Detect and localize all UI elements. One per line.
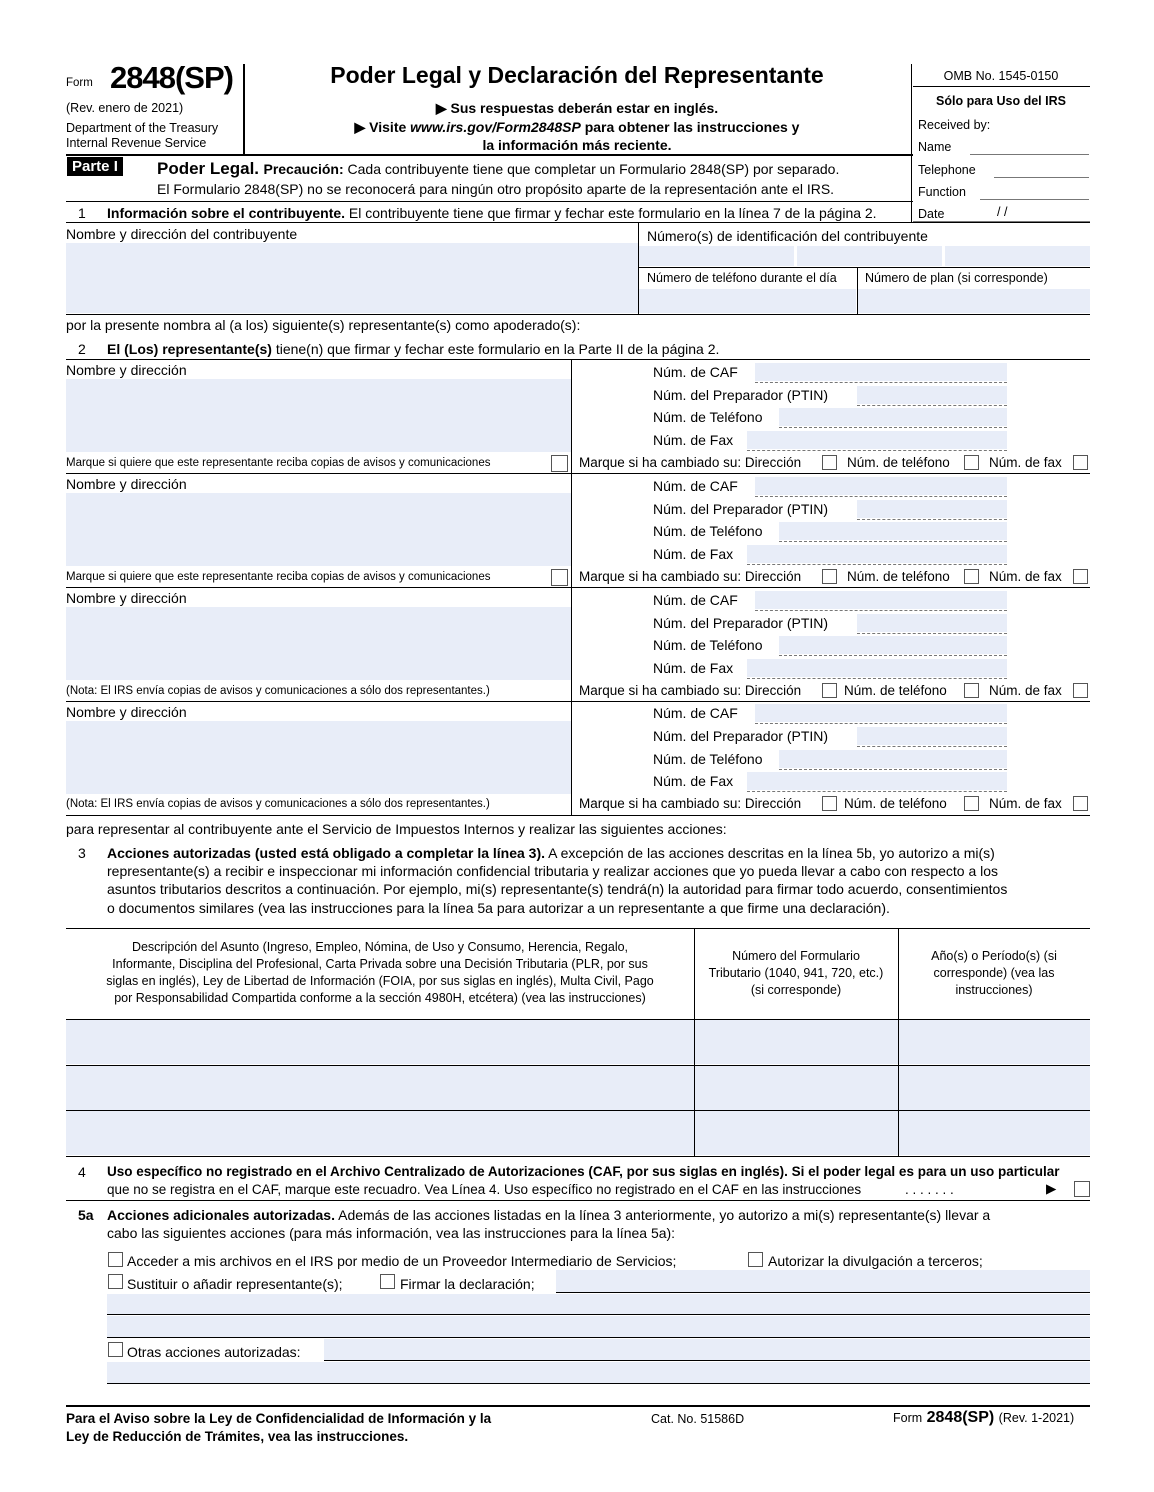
rep-name-address-label: Nombre y dirección <box>66 590 187 606</box>
line4-text-1: Uso específico no registrado en el Archivo Centralizado de Autorizaciones (CAF, por sus siglas en inglés). Si el poder legal es para un uso particular <box>107 1164 1060 1179</box>
caf-field[interactable] <box>755 477 1007 495</box>
ptin-field[interactable] <box>857 386 1007 404</box>
fax-label: Núm. de Fax <box>653 432 734 448</box>
table-row-1-form[interactable] <box>695 1020 898 1064</box>
line4-checkbox[interactable] <box>1074 1181 1090 1197</box>
telephone-label: Telephone <box>918 163 976 177</box>
table-row-3-years[interactable] <box>899 1111 1090 1155</box>
copies-note: (Nota: El IRS envía copias de avisos y comunicaciones a sólo dos representantes.) <box>66 685 490 697</box>
changed-telephone-label: Núm. de teléfono <box>844 796 947 811</box>
changed-telephone-checkbox[interactable] <box>964 796 979 811</box>
represent-text: para representar al contribuyente ante el Servicio de Impuestos Internos y realizar las siguientes acciones: <box>66 821 727 837</box>
rep-name-address-field[interactable] <box>66 721 571 794</box>
copies-note: (Nota: El IRS envía copias de avisos y comunicaciones a sólo dos representantes.) <box>66 798 490 810</box>
ptin-label: Núm. del Preparador (PTIN) <box>653 728 829 744</box>
subtitle-website: ▶ Visite www.irs.gov/Form2848SP para obtener las instrucciones y <box>354 119 800 135</box>
tin-field-1[interactable] <box>639 246 794 266</box>
telephone-field[interactable] <box>779 750 1007 768</box>
receive-copies-checkbox[interactable] <box>551 455 568 472</box>
telephone-label: Núm. de Teléfono <box>653 523 763 539</box>
rep-name-address-label: Nombre y dirección <box>66 476 187 492</box>
receive-copies-checkbox[interactable] <box>551 569 568 586</box>
ptin-label: Núm. del Preparador (PTIN) <box>653 615 829 631</box>
line5a-number: 5a <box>78 1207 94 1223</box>
changed-address-checkbox[interactable] <box>822 796 837 811</box>
date-slashes: / / <box>997 205 1008 219</box>
ptin-field[interactable] <box>857 727 1007 745</box>
table-row-3-form[interactable] <box>695 1111 898 1155</box>
col-description-header: Descripción del Asunto (Ingreso, Empleo, Nómina, de Uso y Consumo, Herencia, Regalo, Informante, Disciplina del Profesional, Carta Privada sobre una Decisión Tributaria (PLR, por sus siglas en inglés), Ley de Libertad de Información (FOIA, por sus siglas en inglés), Multa Civil, Pago por Responsabilidad Compartida conforme a la sección 4980H, etcétera) (vea las instrucciones) <box>106 940 654 1005</box>
table-row-2-years[interactable] <box>899 1066 1090 1110</box>
changed-fax-checkbox[interactable] <box>1073 455 1088 470</box>
rep-name-address-field[interactable] <box>66 379 571 452</box>
substitute-rep-label: Sustituir o añadir representante(s); <box>127 1276 343 1292</box>
changed-fax-label: Núm. de fax <box>989 796 1062 811</box>
authorize-disclosure-checkbox[interactable] <box>748 1252 763 1267</box>
other-actions-field[interactable] <box>324 1339 1090 1360</box>
line3-text-4: o documentos similares (vea las instrucciones para la línea 5a para autorizar a un representante a que firme una declaración). <box>107 900 890 916</box>
telephone-label: Núm. de Teléfono <box>653 637 763 653</box>
caf-label: Núm. de CAF <box>653 364 738 380</box>
form-title: Poder Legal y Declaración del Representante <box>330 62 824 88</box>
changed-fax-checkbox[interactable] <box>1073 569 1088 584</box>
fax-field[interactable] <box>747 659 1007 677</box>
fax-label: Núm. de Fax <box>653 660 734 676</box>
omb-number: OMB No. 1545-0150 <box>943 69 1059 83</box>
sign-return-checkbox[interactable] <box>380 1274 395 1289</box>
catalog-number: Cat. No. 51586D <box>651 1412 745 1426</box>
telephone-field[interactable] <box>779 522 1007 540</box>
ptin-label: Núm. del Preparador (PTIN) <box>653 501 829 517</box>
line4-text-2: que no se registra en el CAF, marque este recuadro. Vea Línea 4. Uso específico no registrado en el CAF en las instrucciones <box>107 1182 862 1197</box>
plan-number-label: Número de plan (si corresponde) <box>865 271 1048 285</box>
caf-field[interactable] <box>755 704 1007 722</box>
substitute-rep-checkbox[interactable] <box>108 1274 123 1289</box>
changed-address-label: Marque si ha cambiado su: Dirección <box>579 569 802 584</box>
table-row-2-form[interactable] <box>695 1066 898 1110</box>
daytime-phone-field[interactable] <box>639 289 856 313</box>
table-row-3-description[interactable] <box>66 1111 694 1155</box>
telephone-label: Núm. de Teléfono <box>653 409 763 425</box>
form-label: Form <box>66 77 93 89</box>
rep-name-address-field[interactable] <box>66 493 571 566</box>
changed-address-checkbox[interactable] <box>822 683 837 698</box>
copies-note: Marque si quiere que este representante reciba copias de avisos y comunicaciones <box>66 571 491 583</box>
table-row-1-description[interactable] <box>66 1020 694 1064</box>
line4-arrow-icon: ▶ <box>1046 1181 1057 1196</box>
caf-field[interactable] <box>755 591 1007 609</box>
taxpayer-name-address-label: Nombre y dirección del contribuyente <box>66 226 298 242</box>
line3-text-2: representante(s) a recibir e inspeccionar mi información confidencial tributaria y realizar acciones que yo pueda llevar a cabo con respecto a los <box>107 863 999 879</box>
caf-label: Núm. de CAF <box>653 478 738 494</box>
changed-fax-label: Núm. de fax <box>989 683 1062 698</box>
changed-fax-checkbox[interactable] <box>1073 683 1088 698</box>
changed-address-label: Marque si ha cambiado su: Dirección <box>579 683 802 698</box>
copies-note: Marque si quiere que este representante reciba copias de avisos y comunicaciones <box>66 457 491 469</box>
line5a-text-2: cabo las siguientes acciones (para más información, vea las instrucciones para la línea 5a): <box>107 1225 676 1241</box>
daytime-phone-label: Número de teléfono durante el día <box>647 271 837 285</box>
rep-name-address-label: Nombre y dirección <box>66 704 187 720</box>
ptin-field[interactable] <box>857 614 1007 632</box>
ptin-field[interactable] <box>857 500 1007 518</box>
line1-number: 1 <box>78 205 86 221</box>
additional-detail-line-2[interactable] <box>107 1316 1090 1337</box>
changed-address-label: Marque si ha cambiado su: Dirección <box>579 796 802 811</box>
rep-name-address-field[interactable] <box>66 607 571 680</box>
other-actions-label: Otras acciones autorizadas: <box>127 1344 301 1360</box>
changed-fax-label: Núm. de fax <box>989 569 1062 584</box>
name-label: Name <box>918 140 952 154</box>
line5a-heading: Acciones adicionales autorizadas. Además de las acciones listadas en la línea 3 anteriormente, yo autorizo a mi(s) representante(s) llevar a <box>107 1207 991 1223</box>
access-records-checkbox[interactable] <box>108 1252 123 1267</box>
line2-number: 2 <box>78 341 86 357</box>
plan-number-field[interactable] <box>858 289 1090 313</box>
irs-use-only: Sólo para Uso del IRS <box>936 94 1066 108</box>
other-actions-line-2[interactable] <box>107 1362 1090 1383</box>
ptin-label: Núm. del Preparador (PTIN) <box>653 387 829 403</box>
revision-date: (Rev. enero de 2021) <box>66 101 184 115</box>
part1-heading: Poder Legal. Precaución: Cada contribuyente tiene que completar un Formulario 2848(SP) por separado. <box>157 159 840 178</box>
changed-address-checkbox[interactable] <box>822 455 837 470</box>
line3-number: 3 <box>78 845 86 861</box>
fax-label: Núm. de Fax <box>653 546 734 562</box>
function-label: Function <box>918 185 966 199</box>
telephone-label: Núm. de Teléfono <box>653 751 763 767</box>
caf-label: Núm. de CAF <box>653 705 738 721</box>
col-form-number-header: Número del Formulario Tributario (1040, 941, 720, etc.) (si corresponde) <box>708 949 884 997</box>
fax-field[interactable] <box>747 545 1007 563</box>
footer-form-id: Form 2848(SP) (Rev. 1-2021) <box>893 1409 1075 1426</box>
tin-field-2[interactable] <box>797 246 942 266</box>
changed-address-checkbox[interactable] <box>822 569 837 584</box>
sign-return-label: Firmar la declaración; <box>400 1276 535 1292</box>
fax-field[interactable] <box>747 772 1007 790</box>
changed-address-label: Marque si ha cambiado su: Dirección <box>579 455 802 470</box>
changed-telephone-label: Núm. de teléfono <box>847 569 950 584</box>
date-label: Date <box>918 207 945 221</box>
fax-label: Núm. de Fax <box>653 773 734 789</box>
rep-name-address-label: Nombre y dirección <box>66 362 187 378</box>
access-records-label: Acceder a mis archivos en el IRS por medio de un Proveedor Intermediario de Servicios; <box>127 1253 677 1269</box>
other-actions-checkbox[interactable] <box>108 1342 123 1357</box>
col-years-header: Año(s) o Período(s) (si corresponde) (vea las instrucciones) <box>931 949 1057 997</box>
line4-leader-dots: . . . . . . . <box>905 1182 954 1197</box>
changed-telephone-label: Núm. de teléfono <box>844 683 947 698</box>
caf-label: Núm. de CAF <box>653 592 738 608</box>
changed-telephone-checkbox[interactable] <box>964 569 979 584</box>
received-by-label: Received by: <box>918 118 991 132</box>
sign-return-detail-field[interactable] <box>556 1270 1090 1292</box>
line3-heading: Acciones autorizadas (usted está obligado a completar la línea 3). A excepción de las acciones descritas en la línea 5b, yo autorizo a mi(s) <box>107 845 995 861</box>
subtitle-info: la información más reciente. <box>482 137 672 153</box>
table-row-1-years[interactable] <box>899 1020 1090 1064</box>
telephone-field[interactable] <box>779 636 1007 654</box>
part1-badge: Parte I <box>67 157 123 176</box>
additional-detail-line-1[interactable] <box>107 1294 1090 1314</box>
tin-field-3[interactable] <box>945 246 1090 266</box>
subtitle-english: ▶ Sus respuestas deberán estar en inglés. <box>435 100 719 116</box>
line2-heading: El (Los) representante(s) tiene(n) que firmar y fechar este formulario en la Parte II de la página 2. <box>107 341 720 357</box>
fax-field[interactable] <box>747 431 1007 449</box>
changed-fax-label: Núm. de fax <box>989 455 1062 470</box>
telephone-field[interactable] <box>779 408 1007 426</box>
line1-heading: Información sobre el contribuyente. El contribuyente tiene que firmar y fechar este formulario en la línea 7 de la página 2. <box>107 205 877 221</box>
caf-field[interactable] <box>755 363 1007 381</box>
line4-number: 4 <box>78 1164 86 1180</box>
tin-label: Número(s) de identificación del contribuyente <box>647 228 928 244</box>
changed-telephone-checkbox[interactable] <box>964 455 979 470</box>
form-number: 2848(SP) <box>110 60 233 95</box>
changed-telephone-checkbox[interactable] <box>964 683 979 698</box>
agency: Internal Revenue Service <box>66 136 207 150</box>
privacy-notice-line2: Ley de Reducción de Trámites, vea las instrucciones. <box>66 1429 409 1444</box>
line3-text-3: asuntos tributarios descritos a continuación. Por ejemplo, mi(s) representante(s) tendrá(n) la autoridad para firmar todo acuerdo, consentimientos <box>107 881 1008 897</box>
part1-caution-line2: El Formulario 2848(SP) no se reconocerá para ningún otro propósito aparte de la representación ante el IRS. <box>157 181 835 197</box>
changed-telephone-label: Núm. de teléfono <box>847 455 950 470</box>
privacy-notice-line1: Para el Aviso sobre la Ley de Confidencialidad de Información y la <box>66 1411 492 1426</box>
table-row-2-description[interactable] <box>66 1066 694 1110</box>
appoint-text: por la presente nombra al (a los) siguiente(s) representante(s) como apoderado(s): <box>66 317 581 333</box>
authorize-disclosure-label: Autorizar la divulgación a terceros; <box>768 1253 983 1269</box>
changed-fax-checkbox[interactable] <box>1073 796 1088 811</box>
taxpayer-name-address-field[interactable] <box>66 243 638 313</box>
department: Department of the Treasury <box>66 121 219 135</box>
